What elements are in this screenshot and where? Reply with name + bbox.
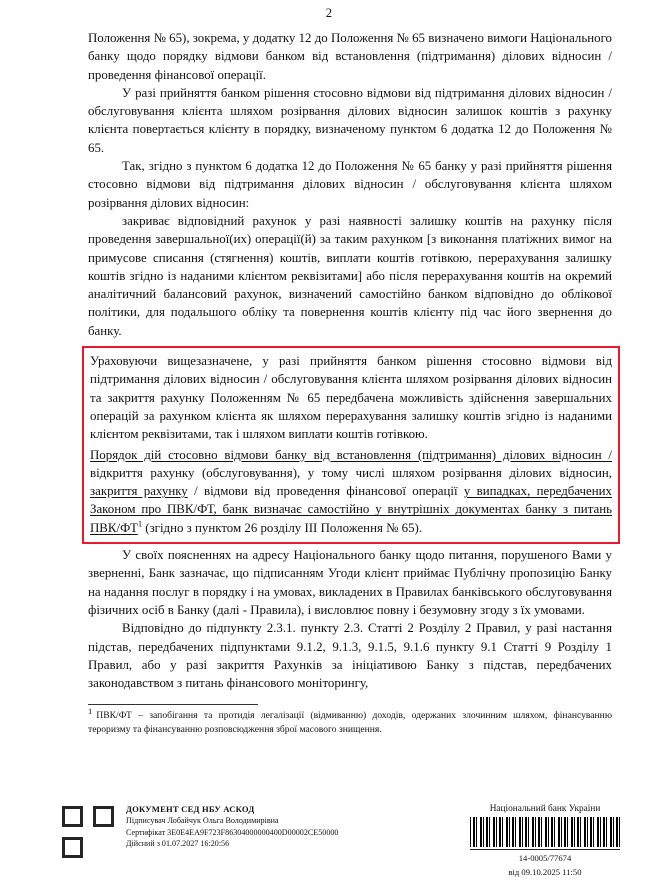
institution-name: Національний банк України: [489, 804, 601, 814]
paragraph: Відповідно до підпункту 2.3.1. пункту 2.3. Статті 2 Розділу 2 Правил, у разі настання підстав, передбачених підпунктами 9.1.2, 9.1.3, 9.1.5, 9.1.6 пункту 9.1 Статті 9 Розділу 1 Правил, або у разі закриття Рахунків за ініціативою Банку з підстав, передбачених законодавством з питань фінансового моніторингу,: [88, 621, 612, 691]
qr-code-icon: [60, 804, 116, 860]
footnote-reference: 1: [137, 518, 143, 529]
signature-signer: Підписувач Лобайчук Ольга Володимирівна: [126, 816, 279, 826]
footer-divider: [470, 849, 620, 850]
paragraph: закриває відповідний рахунок у разі наявності залишку коштів на рахунку після проведення завершальної(их) операції(й) за таким рахунком [з виконання платіжних вимог на примусове списання (стягнення) коштів, виплати коштів готівкою, перерахування залишку коштів згідно із наданими клієнтом реквізитами] або після перерахування коштів на окремий аналітичний балансовий рахунок, визначений самостійно банком відповідно до облікової політики, для подальшого обліку та повернення коштів клієнту під час його звернення до банку.: [88, 213, 612, 338]
signature-certificate: Сертифікат 3E0E4EA9F723F86304000000400D00002CE50000: [126, 827, 339, 837]
segment-underlined: Порядок дій стосовно відмови банку від встановлення (підтримання) ділових відносин /: [90, 447, 612, 462]
paragraph: Положення № 65), зокрема, у додатку 12 до Положення № 65 визначено вимоги Національного банку щодо порядку відмови банком від встановлення (підтримання) ділових відносин / проведення фінансової операції.: [88, 31, 612, 82]
segment-plain: (згідно з пунктом 26 розділу III Положення № 65).: [142, 520, 423, 535]
barcode-icon: [470, 817, 620, 847]
paragraph-with-underlines: [90, 446, 612, 537]
paragraph: У своїх поясненнях на адресу Національного банку щодо питання, порушеного Вами у зверненні, Банк зазначає, що підписанням Угоди клієнт приймає Публічну пропозицію Банку на надання послуг в порядку і на умовах, викладених в Правилах банківського обслуговування фізичних осіб в Банку (далі - Правила), і висловлює повну і безумовну згоду з їх умовами.: [88, 548, 612, 617]
footnote-divider: [88, 704, 258, 705]
signature-system-title: ДОКУМЕНТ СЕД НБУ АСКОД: [126, 804, 255, 814]
document-body: [0, 29, 658, 736]
segment-underlined: у випадках, передбачених Законом про ПВК/ФТ, банк визначає самостійно у внутрішніх документах банку з питань ПВК/ФТ: [90, 484, 612, 535]
document-number: 14-0005/77674: [518, 853, 572, 863]
signature-details: [126, 804, 338, 850]
segment-plain: відкриття рахунку (обслуговування), у тому числі шляхом розірвання ділових відносин,: [90, 465, 612, 480]
paragraph: У разі прийняття банком рішення стосовно відмови від підтримання ділових відносин / обслуговування клієнта шляхом розірвання ділових відносин залишок коштів з рахунку клієнта повертається клієнту в порядку, визначеному пунктом 6 додатка 12 до Положення № 65.: [88, 85, 612, 155]
document-date: від 09.10.2025 11:50: [508, 867, 582, 877]
page-number: 2: [325, 6, 333, 20]
electronic-signature-block: [60, 804, 338, 860]
document-footer: [0, 804, 658, 882]
footnote-mark: 1: [88, 706, 93, 717]
footnote: [88, 706, 612, 735]
paragraph: Так, згідно з пунктом 6 додатка 12 до Положення № 65 банку у разі прийняття рішення стосовно відмови від підтримання ділових відносин / обслуговування клієнта шляхом розірвання ділових відносин:: [88, 159, 612, 210]
segment-plain: / відмови від проведення фінансової операції: [187, 484, 464, 499]
signature-validity: Дійсний з 01.07.2027 16:20:56: [126, 839, 230, 849]
segment-underlined: закриття рахунку: [90, 484, 188, 499]
institution-stamp-block: [470, 804, 620, 878]
footnote-text: ПВК/ФТ – запобігання та протидія легалізації (відмиванню) доходів, одержаних злочинним шляхом, фінансуванню тероризму та фінансуванню розповсюдження зброї масового знищення.: [88, 710, 612, 735]
highlighted-section: [82, 346, 620, 544]
paragraph: Ураховуючи вищезазначене, у разі прийняття банком рішення стосовно відмови від підтримання ділових відносин / обслуговування клієнта шляхом розірвання ділових відносин та закриття рахунку Положенням № 65 передбачена можливість здійснення завершальних операцій за рахунком клієнта як шляхом перерахування залишку коштів згідно із наданими клієнтом реквізитами, так і шляхом виплати коштів готівкою.: [90, 354, 612, 442]
document-page: [0, 6, 658, 888]
